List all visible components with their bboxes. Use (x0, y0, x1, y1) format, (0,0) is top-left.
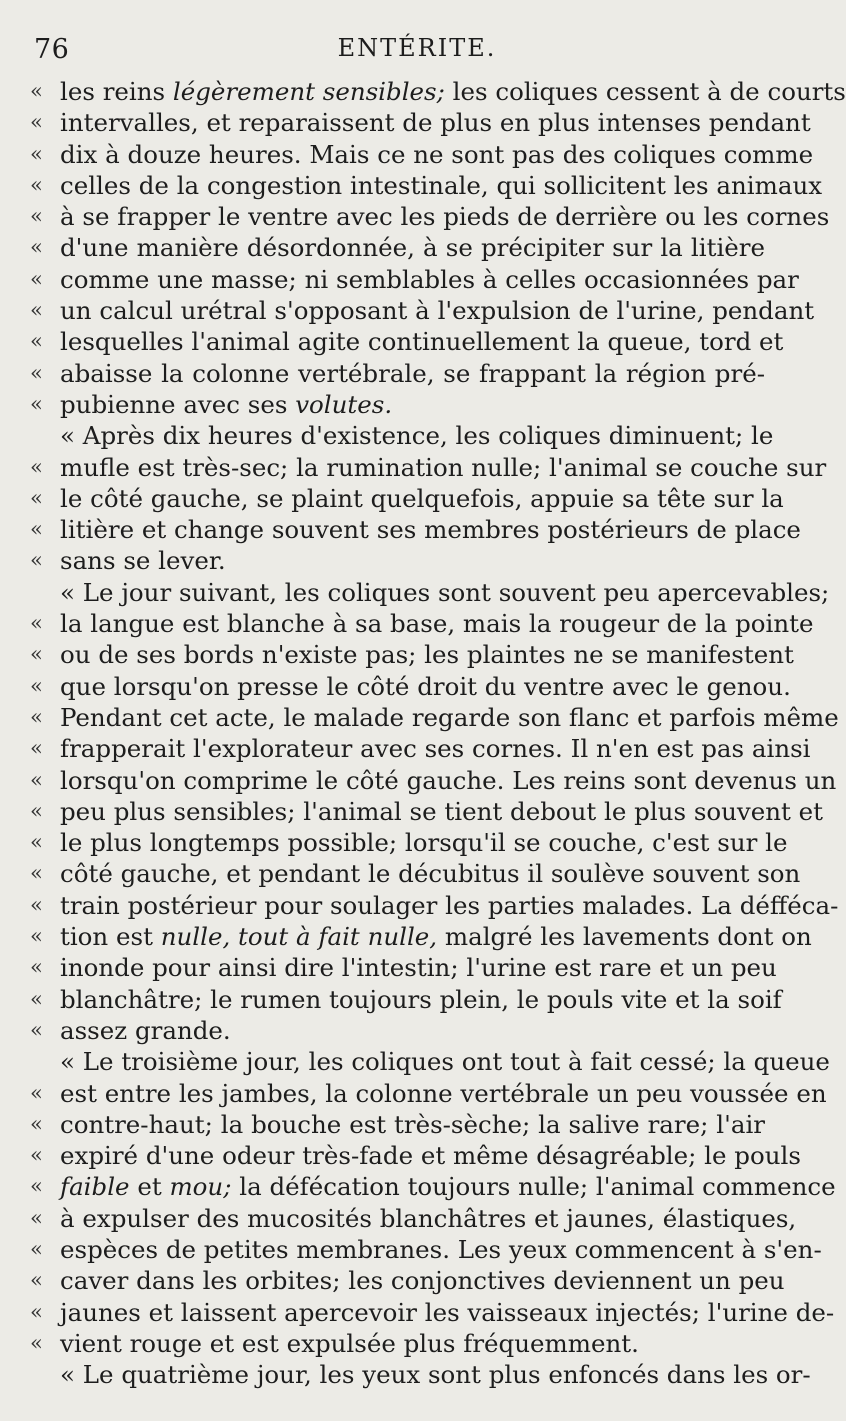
line-text (60, 76, 846, 107)
quote-mark: « (30, 1330, 43, 1355)
quote-mark: « (30, 329, 43, 354)
text-line (30, 1109, 765, 1140)
line-text (60, 107, 811, 138)
quote-mark: « (30, 1143, 43, 1168)
quote-mark: « (30, 266, 43, 291)
quote-mark: « (30, 391, 43, 416)
quote-mark: « (30, 235, 43, 260)
text-run: ou de ses bords n'existe pas; les plaintes ne se manifestent (60, 640, 794, 670)
body-text (30, 76, 846, 1390)
line-text (60, 796, 824, 827)
quote-mark: « (30, 110, 43, 135)
text-run: d'une manière désordonnée, à se précipiter sur la litière (60, 233, 765, 263)
italic-text: mou; (169, 1172, 232, 1202)
text-line (30, 389, 765, 420)
line-text (60, 420, 774, 451)
quote-mark: « (30, 79, 43, 103)
quote-mark: « (30, 611, 43, 636)
quote-mark: « (30, 1205, 43, 1230)
line-text (60, 139, 814, 170)
text-line (30, 264, 799, 295)
text-line (30, 858, 801, 889)
text-line (30, 608, 814, 639)
line-text (60, 170, 823, 201)
text-run: « Le jour suivant, les coliques sont souvent peu apercevables; (60, 577, 830, 607)
text-run: expiré d'une odeur très-fade et même désagréable; le pouls (60, 1141, 801, 1171)
text-line (30, 483, 784, 514)
text-line (30, 295, 815, 326)
text-run: lorsqu'on comprime le côté gauche. Les reins sont devenus un (60, 765, 837, 795)
text-run: frapperait l'explorateur avec ses cornes. Il n'en est pas ainsi (60, 734, 811, 764)
quote-mark: « (30, 1017, 43, 1042)
text-run: la défécation toujours nulle; l'animal commence (231, 1172, 836, 1202)
text-line (30, 1297, 835, 1328)
text-run: la langue est blanche à sa base, mais la rougeur de la pointe (60, 609, 814, 639)
text-run: comme une masse; ni semblables à celles occasionnées par (60, 264, 799, 294)
text-line (30, 1140, 801, 1171)
running-head: ENTÉRITE. (337, 34, 497, 62)
quote-mark: « (30, 767, 43, 792)
quote-mark: « (30, 955, 43, 980)
text-run: malgré les lavements dont on (437, 922, 812, 952)
quote-mark: « (30, 141, 43, 166)
text-run: pubienne avec ses (60, 389, 296, 419)
text-line (30, 890, 839, 921)
text-run: celles de la congestion intestinale, qui sollicitent les animaux (60, 170, 823, 200)
quote-mark: « (30, 1236, 43, 1261)
text-line (30, 702, 839, 733)
text-line (30, 952, 777, 983)
text-run: « Le troisième jour, les coliques ont tout à fait cessé; la queue (60, 1047, 830, 1077)
text-line (30, 1015, 765, 1046)
quote-mark: « (30, 517, 43, 542)
line-text (60, 514, 801, 545)
text-line (30, 765, 837, 796)
quote-mark: « (30, 1268, 43, 1293)
text-line (30, 76, 846, 107)
text-line (30, 514, 801, 545)
text-line (30, 358, 765, 389)
line-text (60, 1328, 765, 1359)
text-run: dix à douze heures. Mais ce ne sont pas des coliques comme (60, 139, 814, 169)
text-run: que lorsqu'on presse le côté droit du ventre avec le genou. (60, 671, 791, 701)
text-line (30, 201, 830, 232)
line-text (60, 890, 839, 921)
text-run: jaunes et laissent apercevoir les vaisseaux injectés; l'urine de- (60, 1297, 835, 1327)
text-run: contre-haut; la bouche est très-sèche; la salive rare; l'air (60, 1109, 765, 1139)
line-text (60, 358, 765, 389)
text-line (30, 671, 791, 702)
text-run: caver dans les orbites; les conjonctives deviennent un peu (60, 1266, 785, 1296)
paragraph-first-line (30, 577, 830, 608)
text-line (30, 452, 827, 483)
text-run: assez grande. (60, 1015, 231, 1045)
text-run: le plus longtemps possible; lorsqu'il se couche, c'est sur le (60, 828, 788, 858)
line-text (60, 545, 765, 576)
quote-mark: « (30, 1111, 43, 1136)
text-line (30, 139, 814, 170)
line-text (60, 765, 837, 796)
line-text (60, 827, 788, 858)
text-run: côté gauche, et pendant le décubitus il soulève souvent son (60, 859, 801, 889)
line-text (60, 1046, 830, 1077)
text-line (30, 921, 812, 952)
line-text (60, 389, 765, 420)
italic-text: volutes. (295, 389, 393, 419)
line-text (60, 1297, 835, 1328)
line-text (60, 1171, 836, 1202)
quote-mark: « (30, 892, 43, 917)
line-text (60, 608, 814, 639)
text-line (30, 796, 824, 827)
line-text (60, 1015, 765, 1046)
quote-mark: « (30, 704, 43, 729)
line-text (60, 1078, 827, 1109)
line-text (60, 733, 811, 764)
quote-mark: « (30, 204, 43, 229)
text-run: à se frapper le ventre avec les pieds de derrière ou les cornes (60, 202, 830, 232)
quote-mark: « (30, 298, 43, 323)
text-line (30, 984, 782, 1015)
line-text (60, 702, 839, 733)
line-text (60, 639, 794, 670)
quote-mark: « (30, 1299, 43, 1324)
text-run: mufle est très-sec; la rumination nulle; l'animal se couche sur (60, 452, 827, 482)
quote-mark: « (30, 673, 43, 698)
line-text (60, 452, 827, 483)
line-text (60, 1203, 797, 1234)
text-run: blanchâtre; le rumen toujours plein, le pouls vite et la soif (60, 984, 782, 1014)
line-text (60, 483, 784, 514)
text-run: et (129, 1172, 170, 1202)
page-header (34, 28, 766, 68)
text-line (30, 827, 788, 858)
line-text (60, 232, 765, 263)
text-run: intervalles, et reparaissent de plus en plus intenses pendant (60, 108, 811, 138)
quote-mark: « (30, 1174, 43, 1199)
text-run: lesquelles l'animal agite continuellement la queue, tord et (60, 327, 784, 357)
line-text (60, 326, 784, 357)
text-run: un calcul urétral s'opposant à l'expulsion de l'urine, pendant (60, 296, 815, 326)
italic-text: nulle, tout à fait nulle, (160, 922, 438, 952)
paragraph-first-line (30, 420, 774, 451)
quote-mark: « (30, 830, 43, 855)
quote-mark: « (30, 172, 43, 197)
page-number: 76 (34, 34, 70, 65)
text-run: inonde pour ainsi dire l'intestin; l'urine est rare et un peu (60, 953, 777, 983)
text-run: les coliques cessent à de courts (444, 77, 846, 106)
text-run: le côté gauche, se plaint quelquefois, appuie sa tête sur la (60, 483, 784, 513)
line-text (60, 984, 782, 1015)
quote-mark: « (30, 986, 43, 1011)
line-text (60, 201, 830, 232)
quote-mark: « (30, 736, 43, 761)
text-run: sans se lever. (60, 546, 226, 576)
text-run: espèces de petites membranes. Les yeux commencent à s'en- (60, 1234, 822, 1264)
line-text (60, 1140, 801, 1171)
text-line (30, 733, 811, 764)
line-text (60, 295, 815, 326)
line-text (60, 952, 777, 983)
line-text (60, 1109, 765, 1140)
text-line (30, 1328, 765, 1359)
line-text (60, 1234, 822, 1265)
text-run: à expulser des mucosités blanchâtres et jaunes, élastiques, (60, 1203, 797, 1233)
italic-text: légèrement sensibles; (172, 77, 445, 106)
text-line (30, 232, 765, 263)
line-text (60, 671, 791, 702)
quote-mark: « (30, 360, 43, 385)
quote-mark: « (30, 924, 43, 949)
text-line (30, 170, 823, 201)
text-run: peu plus sensibles; l'animal se tient debout le plus souvent et (60, 796, 824, 826)
quote-mark: « (30, 642, 43, 667)
text-line (30, 1265, 785, 1296)
line-text (60, 1265, 785, 1296)
line-text (60, 1359, 811, 1390)
paragraph-first-line (30, 1359, 811, 1390)
text-run: litière et change souvent ses membres postérieurs de place (60, 515, 801, 545)
italic-text: faible (60, 1172, 130, 1202)
text-run: abaisse la colonne vertébrale, se frappant la région pré- (60, 358, 765, 388)
text-run: est entre les jambes, la colonne vertébrale un peu voussée en (60, 1078, 827, 1108)
quote-mark: « (30, 454, 43, 479)
text-run: « Le quatrième jour, les yeux sont plus enfoncés dans les or- (60, 1360, 811, 1390)
text-line (30, 326, 784, 357)
text-run: « Après dix heures d'existence, les coliques diminuent; le (60, 421, 774, 451)
line-text (60, 858, 801, 889)
text-line (30, 545, 765, 576)
text-line (30, 639, 794, 670)
text-run: tion est (60, 922, 161, 952)
line-text (60, 264, 799, 295)
text-run: train postérieur pour soulager les parties malades. La défféca- (60, 890, 839, 920)
quote-mark: « (30, 485, 43, 510)
quote-mark: « (30, 1080, 43, 1105)
quote-mark: « (30, 798, 43, 823)
paragraph-first-line (30, 1046, 830, 1077)
text-line (30, 1078, 827, 1109)
line-text (60, 921, 812, 952)
text-line (30, 1234, 822, 1265)
text-line (30, 107, 811, 138)
line-text (60, 577, 830, 608)
quote-mark: « (30, 861, 43, 886)
text-line (30, 1203, 797, 1234)
text-run: les reins (60, 77, 173, 106)
text-line (30, 1171, 836, 1202)
quote-mark: « (30, 548, 43, 573)
text-run: Pendant cet acte, le malade regarde son flanc et parfois même (60, 702, 839, 732)
text-run: vient rouge et est expulsée plus fréquemment. (60, 1328, 639, 1358)
